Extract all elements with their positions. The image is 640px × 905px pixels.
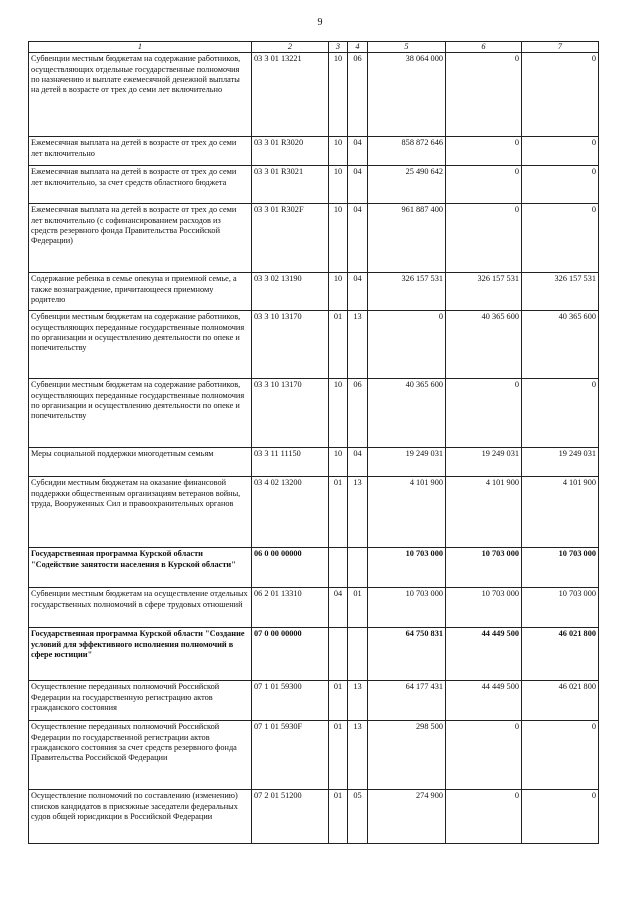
row-subsection-cell: 04 [348, 204, 368, 273]
row-amount-2-cell: 0 [446, 790, 522, 844]
row-subsection-cell: 13 [348, 721, 368, 790]
row-section-cell: 10 [329, 137, 348, 166]
table-row [29, 628, 599, 681]
row-amount-1-cell: 4 101 900 [368, 477, 446, 548]
table-row [29, 204, 599, 273]
header-cell: 5 [368, 42, 446, 53]
row-section-cell: 10 [329, 273, 348, 311]
row-subsection-cell: 04 [348, 137, 368, 166]
row-code-cell: 03 3 01 13221 [252, 53, 329, 137]
row-amount-2-cell: 326 157 531 [446, 273, 522, 311]
row-section-cell: 04 [329, 588, 348, 628]
row-amount-1-cell: 64 750 831 [368, 628, 446, 681]
header-cell: 4 [348, 42, 368, 53]
page-number: 9 [317, 17, 323, 28]
row-subsection-cell: 04 [348, 166, 368, 204]
row-subsection-cell: 13 [348, 681, 368, 721]
row-amount-1-cell: 19 249 031 [368, 448, 446, 477]
row-amount-3-cell: 0 [522, 137, 599, 166]
row-amount-2-cell: 0 [446, 379, 522, 448]
row-amount-2-cell: 0 [446, 204, 522, 273]
row-amount-2-cell: 10 703 000 [446, 588, 522, 628]
row-amount-1-cell: 64 177 431 [368, 681, 446, 721]
table-row [29, 379, 599, 448]
row-name-cell: Ежемесячная выплата на детей в возрасте от трех до семи лет включительно (с софинансированием расходов из средств резервного фонда Правительства Российской Федерации) [29, 204, 252, 273]
row-amount-1-cell: 961 887 400 [368, 204, 446, 273]
row-code-cell: 03 3 10 13170 [252, 379, 329, 448]
table-row [29, 721, 599, 790]
row-name-cell: Субвенции местным бюджетам на содержание работников, осуществляющих переданные государственные полномочия по организации и осуществлению деятельности по опеке и попечительству [29, 379, 252, 448]
row-amount-3-cell: 0 [522, 166, 599, 204]
row-name-cell: Субвенции местным бюджетам на содержание работников, осуществляющих отдельные государственные полномочия по назначению и выплате ежемесячной денежной выплаты на детей в возрасте от трех до семи лет включительно [29, 53, 252, 137]
row-section-cell: 10 [329, 166, 348, 204]
row-subsection-cell: 06 [348, 53, 368, 137]
row-amount-2-cell: 0 [446, 721, 522, 790]
row-code-cell: 07 1 01 59300 [252, 681, 329, 721]
row-code-cell: 03 3 01 R3021 [252, 166, 329, 204]
row-amount-1-cell: 858 872 646 [368, 137, 446, 166]
row-amount-3-cell: 0 [522, 790, 599, 844]
row-name-cell: Субсидии местным бюджетам на оказание финансовой поддержки общественным организациям ветеранов войны, труда, Вооруженных Сил и правоохранительных органов [29, 477, 252, 548]
row-amount-2-cell: 0 [446, 137, 522, 166]
row-code-cell: 03 4 02 13200 [252, 477, 329, 548]
row-subsection-cell: 13 [348, 311, 368, 379]
row-amount-1-cell: 326 157 531 [368, 273, 446, 311]
row-section-cell: 01 [329, 477, 348, 548]
row-amount-3-cell: 0 [522, 721, 599, 790]
budget-table [28, 41, 599, 844]
row-amount-3-cell: 0 [522, 379, 599, 448]
table-row [29, 273, 599, 311]
row-name-cell: Ежемесячная выплата на детей в возрасте от трех до семи лет включительно [29, 137, 252, 166]
row-amount-1-cell: 38 064 000 [368, 53, 446, 137]
row-section-cell [329, 628, 348, 681]
row-subsection-cell: 06 [348, 379, 368, 448]
row-amount-1-cell: 10 703 000 [368, 588, 446, 628]
header-cell: 7 [522, 42, 599, 53]
row-subsection-cell: 04 [348, 273, 368, 311]
table-row [29, 790, 599, 844]
row-code-cell: 06 2 01 13310 [252, 588, 329, 628]
row-name-cell: Государственная программа Курской области "Создание условий для эффективного исполнения полномочий в сфере юстиции" [29, 628, 252, 681]
row-section-cell: 01 [329, 790, 348, 844]
table-row [29, 137, 599, 166]
row-amount-3-cell: 10 703 000 [522, 548, 599, 588]
row-amount-1-cell: 0 [368, 311, 446, 379]
table-body [29, 53, 599, 844]
row-section-cell: 01 [329, 721, 348, 790]
row-amount-1-cell: 40 365 600 [368, 379, 446, 448]
row-code-cell: 06 0 00 00000 [252, 548, 329, 588]
row-amount-2-cell: 40 365 600 [446, 311, 522, 379]
table-row [29, 448, 599, 477]
row-amount-2-cell: 44 449 500 [446, 681, 522, 721]
row-amount-2-cell: 0 [446, 53, 522, 137]
row-amount-1-cell: 25 490 642 [368, 166, 446, 204]
table-row [29, 681, 599, 721]
table-row [29, 548, 599, 588]
row-code-cell: 07 0 00 00000 [252, 628, 329, 681]
table-row [29, 588, 599, 628]
header-cell: 1 [29, 42, 252, 53]
row-amount-3-cell: 40 365 600 [522, 311, 599, 379]
row-section-cell: 10 [329, 204, 348, 273]
row-section-cell: 10 [329, 448, 348, 477]
row-code-cell: 03 3 02 13190 [252, 273, 329, 311]
row-code-cell: 03 3 10 13170 [252, 311, 329, 379]
row-name-cell: Осуществление переданных полномочий Российской Федерации на государственную регистрацию актов гражданского состояния [29, 681, 252, 721]
row-code-cell: 03 3 01 R302F [252, 204, 329, 273]
table-row [29, 53, 599, 137]
row-code-cell: 03 3 01 R3020 [252, 137, 329, 166]
row-amount-2-cell: 4 101 900 [446, 477, 522, 548]
row-section-cell: 10 [329, 53, 348, 137]
row-amount-3-cell: 10 703 000 [522, 588, 599, 628]
row-name-cell: Субвенции местным бюджетам на содержание работников, осуществляющих переданные государственные полномочия по организации и осуществлению деятельности по опеке и попечительству [29, 311, 252, 379]
row-amount-3-cell: 4 101 900 [522, 477, 599, 548]
row-amount-2-cell: 19 249 031 [446, 448, 522, 477]
row-name-cell: Осуществление переданных полномочий Российской Федерации по государственной регистрации актов гражданского состояния за счет средств резервного фонда Правительства Российской Федерации [29, 721, 252, 790]
row-subsection-cell: 01 [348, 588, 368, 628]
row-amount-3-cell: 46 021 800 [522, 628, 599, 681]
table-row [29, 166, 599, 204]
row-amount-3-cell: 46 021 800 [522, 681, 599, 721]
row-name-cell: Субвенции местным бюджетам на осуществление отдельных государственных полномочий в сфере трудовых отношений [29, 588, 252, 628]
row-amount-1-cell: 274 900 [368, 790, 446, 844]
row-amount-2-cell: 0 [446, 166, 522, 204]
row-amount-3-cell: 19 249 031 [522, 448, 599, 477]
row-amount-2-cell: 44 449 500 [446, 628, 522, 681]
row-amount-2-cell: 10 703 000 [446, 548, 522, 588]
row-code-cell: 07 2 01 51200 [252, 790, 329, 844]
row-amount-3-cell: 326 157 531 [522, 273, 599, 311]
row-subsection-cell: 04 [348, 448, 368, 477]
row-amount-3-cell: 0 [522, 53, 599, 137]
table-row [29, 477, 599, 548]
row-code-cell: 07 1 01 5930F [252, 721, 329, 790]
row-name-cell: Ежемесячная выплата на детей в возрасте от трех до семи лет включительно, за счет средств областного бюджета [29, 166, 252, 204]
row-subsection-cell: 13 [348, 477, 368, 548]
row-name-cell: Меры социальной поддержки многодетным семьям [29, 448, 252, 477]
row-section-cell: 01 [329, 681, 348, 721]
row-name-cell: Осуществление полномочий по составлению (изменению) списков кандидатов в присяжные заседатели федеральных судов общей юрисдикции в Российской Федерации [29, 790, 252, 844]
row-amount-1-cell: 10 703 000 [368, 548, 446, 588]
row-subsection-cell: 05 [348, 790, 368, 844]
row-amount-3-cell: 0 [522, 204, 599, 273]
row-amount-1-cell: 298 500 [368, 721, 446, 790]
row-name-cell: Содержание ребенка в семье опекуна и приемной семье, а также вознаграждение, причитающееся приемному родителю [29, 273, 252, 311]
row-section-cell: 01 [329, 311, 348, 379]
header-cell: 3 [329, 42, 348, 53]
row-subsection-cell [348, 628, 368, 681]
header-cell: 6 [446, 42, 522, 53]
table-row [29, 311, 599, 379]
header-cell: 2 [252, 42, 329, 53]
row-name-cell: Государственная программа Курской области "Содействие занятости населения в Курской области" [29, 548, 252, 588]
header-row [29, 42, 599, 53]
row-subsection-cell [348, 548, 368, 588]
row-section-cell [329, 548, 348, 588]
row-code-cell: 03 3 11 11150 [252, 448, 329, 477]
row-section-cell: 10 [329, 379, 348, 448]
